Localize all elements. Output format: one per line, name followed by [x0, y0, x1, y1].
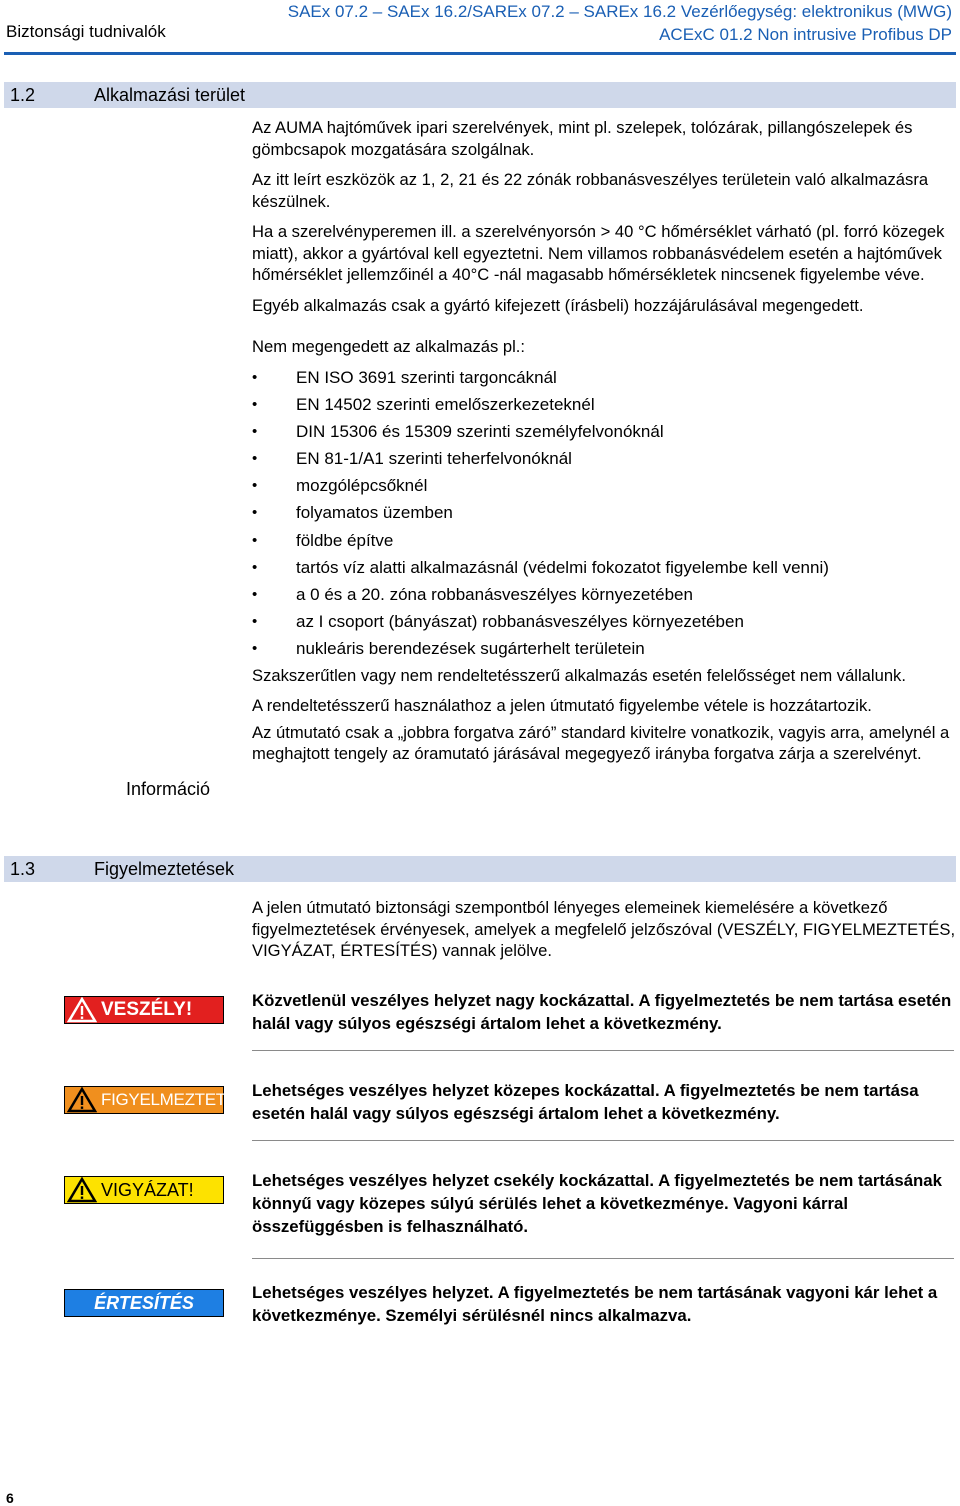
list-item: • a 0 és a 20. zóna robbanásveszélyes környezetében: [252, 581, 957, 608]
list-item: • EN 81-1/A1 szerinti teherfelvonóknál: [252, 445, 957, 472]
badge-label: ÉRTESÍTÉS: [94, 1292, 194, 1313]
section-title: Figyelmeztetések: [94, 859, 235, 879]
section-heading-1-3: [4, 856, 956, 882]
badge-label: VIGYÁZAT!: [101, 1179, 194, 1200]
warning-divider: [252, 1140, 954, 1141]
section-number: 1.3: [10, 859, 36, 879]
notice-description: [252, 1281, 954, 1327]
caution-description: [252, 1169, 954, 1238]
warning-divider: [252, 1050, 954, 1051]
warning-triangle-icon: [67, 997, 97, 1023]
list-item: • DIN 15306 és 15309 szerinti személyfelvonóknál: [252, 418, 957, 445]
paragraph: Az AUMA hajtóművek ipari szerelvények, mint pl. szelepek, tolózárak, pillangószelepek és gömbcsapok mozgatására szolgálnak.: [252, 118, 913, 159]
running-header-line2: ACExC 01.2 Non intrusive Profibus DP: [659, 25, 952, 44]
danger-description: [252, 989, 954, 1035]
warning-text: Lehetséges veszélyes helyzet közepes kockázattal. A figyelmeztetés be nem tartása esetén halál vagy súlyos egészségi ártalom lehet a következmény.: [252, 1081, 919, 1123]
badge-label: VESZÉLY!: [101, 999, 193, 1020]
info-paragraph: Az útmutató csak a „jobbra forgatva záró” standard kivitelre vonatkozik, vagyis arra, amelynél a meghajtott tengely az óramutató járásával megegyező irányba forgatva zárja a szerelvényt.: [252, 722, 950, 764]
prohibited-uses-list: [252, 364, 957, 663]
warning-triangle-icon: [67, 1177, 97, 1203]
paragraph: Egyéb alkalmazás csak a gyártó kifejezett (írásbeli) hozzájárulásával megengedett.: [252, 295, 864, 315]
paragraph: A rendeltetésszerű használathoz a jelen útmutató figyelembe vétele is hozzátartozik.: [252, 696, 872, 716]
header-divider: [4, 52, 956, 55]
list-item: • EN ISO 3691 szerinti targoncáknál: [252, 364, 957, 391]
list-item: • folyamatos üzemben: [252, 499, 957, 526]
warning-text: Közvetlenül veszélyes helyzet nagy kockázattal. A figyelmeztetés be nem tartása esetén halál vagy súlyos egészségi ártalom lehet a következmény.: [252, 991, 952, 1033]
section-number: 1.2: [10, 85, 36, 105]
warning-badge: [64, 1086, 253, 1114]
running-header-section: Biztonsági tudnivalók: [6, 22, 166, 41]
paragraph: Szakszerűtlen vagy nem rendeltetésszerű alkalmazás esetén felelősséget nem vállalunk.: [252, 665, 906, 685]
warning-description: [252, 1079, 954, 1125]
list-item: • földbe építve: [252, 527, 957, 554]
section-1-2-body: [252, 117, 957, 765]
paragraph: Az itt leírt eszközök az 1, 2, 21 és 22 zónák robbanásveszélyes területein való alkalmazásra készülnek.: [252, 170, 929, 211]
list-item: • EN 14502 szerinti emelőszerkezeteknél: [252, 391, 957, 418]
page-number: 6: [6, 1490, 14, 1506]
paragraph: Ha a szerelvényperemen ill. a szerelvényorsón > 40 °C hőmérséklet várható (pl. forró közegek miatt), akkor a gyártóval kell egyeztetni. Nem villamos robbanásvédelem esetén a hajtóművek hőmérséklet jellemzőinél a 40°C -nál magasabb hőmérsékletek nincsenek figyelembe véve.: [252, 222, 945, 284]
warning-text: Lehetséges veszélyes helyzet. A figyelmeztetés be nem tartásának vagyoni kár lehet a következménye. Személyi sérülésnél nincs alkalmazva.: [252, 1283, 938, 1325]
warning-triangle-icon: [67, 1087, 97, 1113]
info-label: Információ: [126, 779, 211, 799]
warning-divider: [252, 1258, 954, 1259]
list-item: • mozgólépcsőknél: [252, 472, 957, 499]
paragraph: Nem megengedett az alkalmazás pl.:: [252, 337, 526, 356]
section-title: Alkalmazási terület: [94, 85, 246, 105]
warning-text: Lehetséges veszélyes helyzet csekély kockázattal. A figyelmeztetés be nem tartásának könnyű vagy közepes súlyú sérülés lehet a következménye. Vagyoni kárral összefüggésben is felhasználható.: [252, 1171, 942, 1236]
notice-badge: [64, 1289, 224, 1317]
list-item: • nukleáris berendezések sugárterhelt területein: [252, 635, 957, 662]
list-item: • az I csoport (bányászat) robbanásveszélyes környezetében: [252, 608, 957, 635]
section-heading-1-2: [4, 82, 956, 108]
paragraph: A jelen útmutató biztonsági szempontból lényeges elemeinek kiemelésére a következő figyelmeztetések érvényesek, amelyek a megfelelő jelzőszóval (VESZÉLY, FIGYELMEZTETÉS, VIGYÁZAT, ÉRTESÍTÉS) vannak jelölve.: [252, 898, 956, 960]
badge-label: FIGYELMEZTETÉS!: [101, 1090, 253, 1109]
running-header-product: [288, 0, 952, 46]
running-header-line1: SAEx 07.2 – SAEx 16.2/SAREx 07.2 – SAREx 16.2 Vezérlőegység: elektronikus (MWG): [287, 2, 952, 21]
caution-badge: [64, 1176, 224, 1204]
section-1-3-intro: [252, 897, 957, 971]
danger-badge: [64, 996, 224, 1024]
list-item: • tartós víz alatti alkalmazásnál (védelmi fokozatot figyelembe kell venni): [252, 554, 957, 581]
